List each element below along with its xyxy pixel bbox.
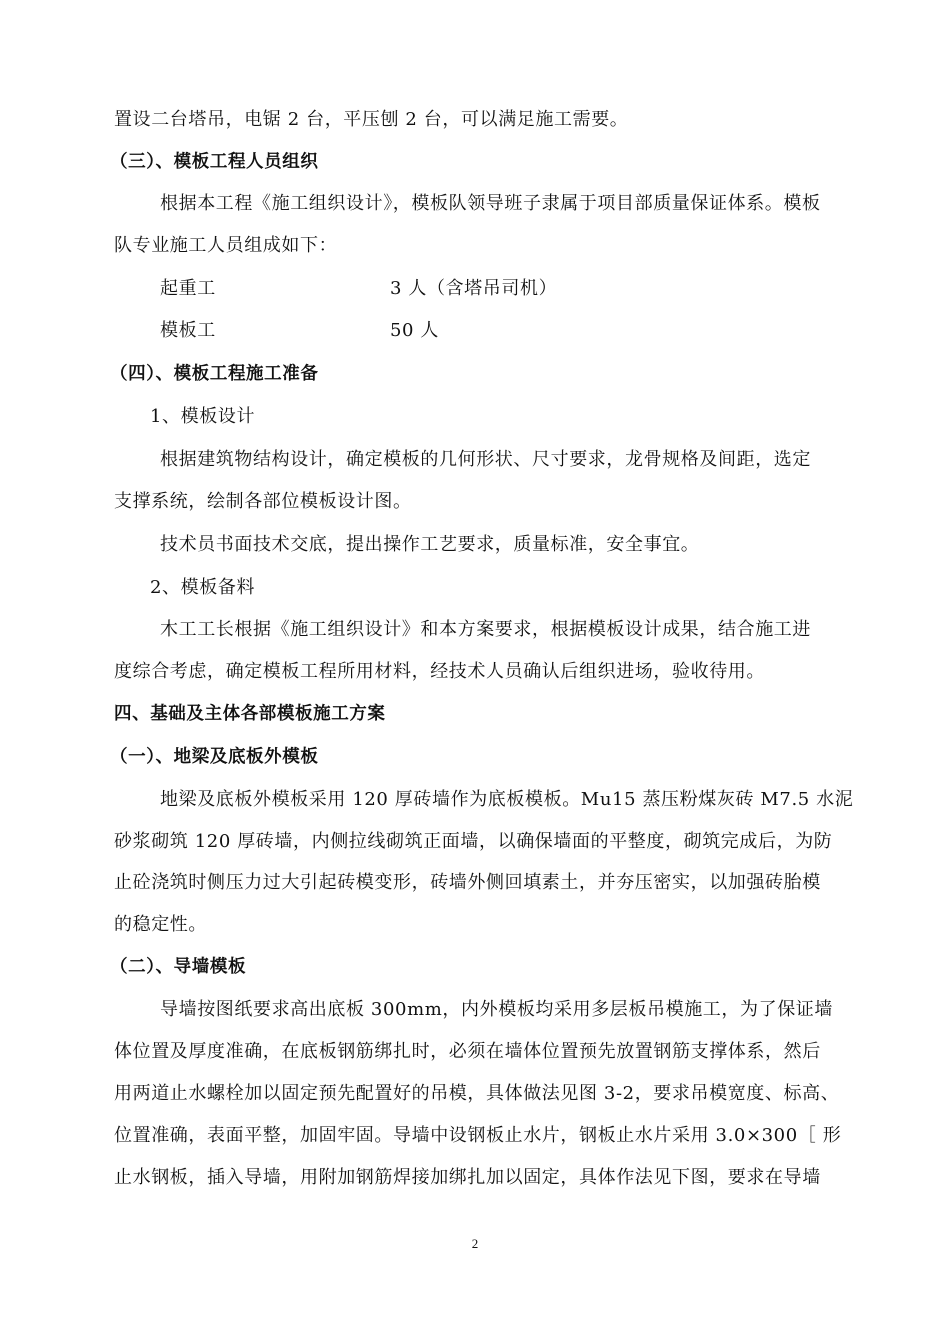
paragraph-line: 止砼浇筑时侧压力过大引起砖模变形，砖墙外侧回填素土，并夯压密实，以加强砖胎模 <box>114 872 821 893</box>
staff-count: 50 人 <box>390 320 440 341</box>
section-heading: （三）、模板工程人员组织 <box>110 152 319 172</box>
paragraph-line: 导墙按图纸要求高出底板 300mm，内外模板均采用多层板吊模施工，为了保证墙 <box>160 999 834 1020</box>
paragraph-line: 根据本工程《施工组织设计》，模板队领导班子隶属于项目部质量保证体系。模板 <box>160 193 821 214</box>
paragraph-line: 支撑系统，绘制各部位模板设计图。 <box>114 491 412 512</box>
staff-role: 起重工 <box>160 278 216 299</box>
paragraph-line: 的稳定性。 <box>114 914 207 935</box>
page-number: 2 <box>471 1236 479 1251</box>
paragraph-line: 木工工长根据《施工组织设计》和本方案要求，根据模板设计成果，结合施工进 <box>160 619 811 640</box>
paragraph-line: 体位置及厚度准确，在底板钢筋绑扎时，必须在墙体位置预先放置钢筋支撑体系，然后 <box>114 1041 821 1062</box>
paragraph-line: 根据建筑物结构设计，确定模板的几何形状、尺寸要求，龙骨规格及间距，选定 <box>160 449 811 470</box>
paragraph-line: 地梁及底板外模板采用 120 厚砖墙作为底板模板。Mu15 蒸压粉煤灰砖 M7.5 水泥 <box>160 789 854 810</box>
paragraph-line: 用两道止水螺栓加以固定预先配置好的吊模，具体做法见图 3-2，要求吊模宽度、标高、 <box>114 1083 840 1104</box>
section-heading: （二）、导墙模板 <box>110 957 247 977</box>
paragraph-line: 置设二台塔吊，电锯 2 台，平压刨 2 台，可以满足施工需要。 <box>114 109 629 130</box>
subsection-heading: 1、模板设计 <box>150 406 256 427</box>
paragraph-line: 砂浆砌筑 120 厚砖墙，内侧拉线砌筑正面墙，以确保墙面的平整度，砌筑完成后，为防 <box>114 831 833 852</box>
staff-count: 3 人（含塔吊司机） <box>390 278 558 299</box>
chapter-heading: 四、基础及主体各部模板施工方案 <box>114 704 386 724</box>
paragraph-line: 止水钢板，插入导墙，用附加钢筋焊接加绑扎加以固定，具体作法见下图，要求在导墙 <box>114 1167 821 1188</box>
paragraph-line: 队专业施工人员组成如下： <box>114 235 338 256</box>
paragraph-line: 位置准确，表面平整，加固牢固。导墙中设钢板止水片，钢板止水片采用 3.0×300［ 形 <box>114 1125 842 1146</box>
staff-role: 模板工 <box>160 320 216 341</box>
section-heading: （一）、地梁及底板外模板 <box>110 747 319 767</box>
paragraph-line: 度综合考虑，确定模板工程所用材料，经技术人员确认后组织进场，验收待用。 <box>114 661 765 682</box>
subsection-heading: 2、模板备料 <box>150 577 256 598</box>
paragraph-line: 技术员书面技术交底，提出操作工艺要求，质量标准，安全事宜。 <box>160 534 700 555</box>
section-heading: （四）、模板工程施工准备 <box>110 364 319 384</box>
